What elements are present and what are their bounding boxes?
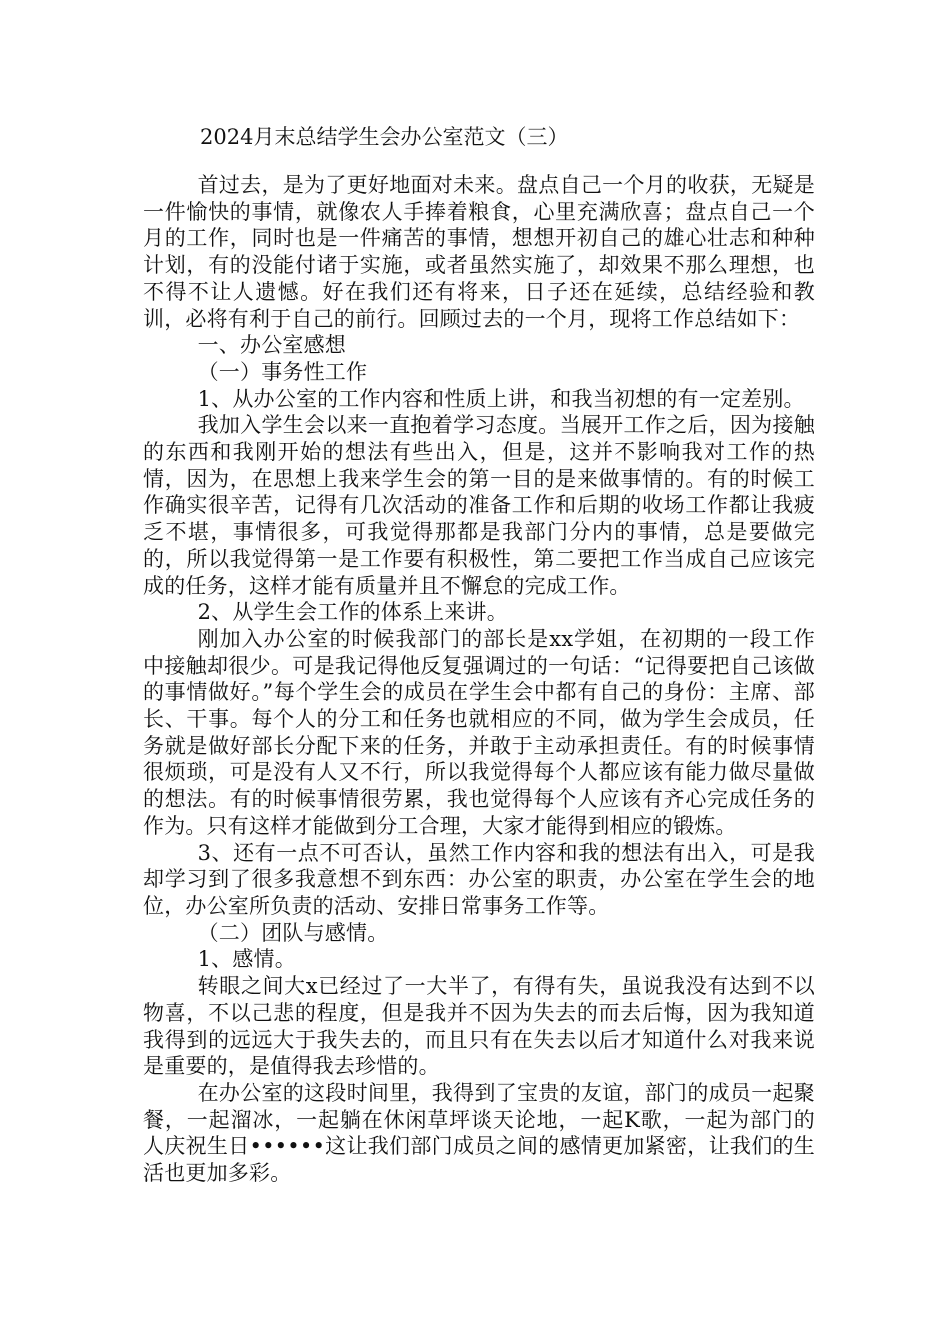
paragraph-point-2: 2、从学生会工作的体系上来讲。 [197, 600, 508, 625]
paragraph-intro: 首过去，是为了更好地面对未来。盘点自己一个月的收获，无疑是一件愉快的事情，就像农人手捧着粮食，心里充满欣喜；盘点自己一个月的工作，同时也是一件痛苦的事情，想想开初自己的雄心壮志和种种计划，有的没能付诸于实施，或者虽然实施了，却效果不那么理想，也不得不让人遗憾。好在我们还有将来，日子还在延续，总结经验和教训，必将有利于自己的前行。回顾过去的一个月，现将工作总结如下： [143, 173, 815, 331]
paragraph-feelings-heading: 1、感情。 [197, 947, 296, 972]
paragraph-friendship: 在办公室的这段时间里，我得到了宝贵的友谊，部门的成员一起聚餐，一起溜冰，一起躺在休闲草坪谈天论地，一起K歌，一起为部门的人庆祝生日••••••这让我们部门成员之间的感情更加紧密，让我们的生活也更加多彩。 [143, 1080, 815, 1186]
paragraph-point-1: 1、从办公室的工作内容和性质上讲，和我当初想的有一定差别。 [197, 386, 805, 411]
subsection-heading-team: （二）团队与感情。 [197, 920, 389, 945]
document-body [143, 172, 815, 1187]
paragraph-gains-losses: 转眼之间大x已经过了一大半了，有得有失，虽说我没有达到不以物喜，不以己悲的程度，但是我并不因为失去的而去后悔，因为我知道我得到的远远大于我失去的，而且只有在失去以后才知道什么对我来说是重要的，是值得我去珍惜的。 [143, 974, 815, 1079]
section-heading-office-thoughts: 一、办公室感想 [197, 333, 346, 358]
paragraph-roles: 刚加入办公室的时候我部门的部长是xx学姐，在初期的一段工作中接触却很少。可是我记得他反复强调过的一句话：“记得要把自己该做的事情做好。”每个学生会的成员在学生会中都有自己的身份：主席、部长、干事。每个人的分工和任务也就相应的不同，做为学生会成员，任务就是做好部长分配下来的任务，并敢于主动承担责任。有的时候事情很烦琐，可是没有人又不行，所以我觉得每个人都应该有能力做尽量做的想法。有的时候事情很劳累，我也觉得每个人应该有齐心完成任务的作为。只有这样才能做到分工合理，大家才能得到相应的锻炼。 [143, 626, 815, 838]
paragraph-point-3: 3、还有一点不可否认，虽然工作内容和我的想法有出入，可是我却学习到了很多我意想不到东西：办公室的职责，办公室在学生会的地位，办公室所负责的活动、安排日常事务工作等。 [143, 840, 815, 918]
subsection-heading-routine-work: （一）事务性工作 [197, 359, 368, 384]
paragraph-learning-attitude: 我加入学生会以来一直抱着学习态度。当展开工作之后，因为接触的东西和我刚开始的想法有些出入，但是，这并不影响我对工作的热情，因为，在思想上我来学生会的第一目的是来做事情的。有的时候工作确实很辛苦，记得有几次活动的准备工作和后期的收场工作都让我疲乏不堪，事情很多，可我觉得那都是我部门分内的事情，总是要做完的，所以我觉得第一是工作要有积极性，第二要把工作当成自己应该完成的任务，这样才能有质量并且不懈怠的完成工作。 [143, 413, 815, 598]
document-title: 2024月末总结学生会办公室范文（三） [200, 125, 569, 149]
